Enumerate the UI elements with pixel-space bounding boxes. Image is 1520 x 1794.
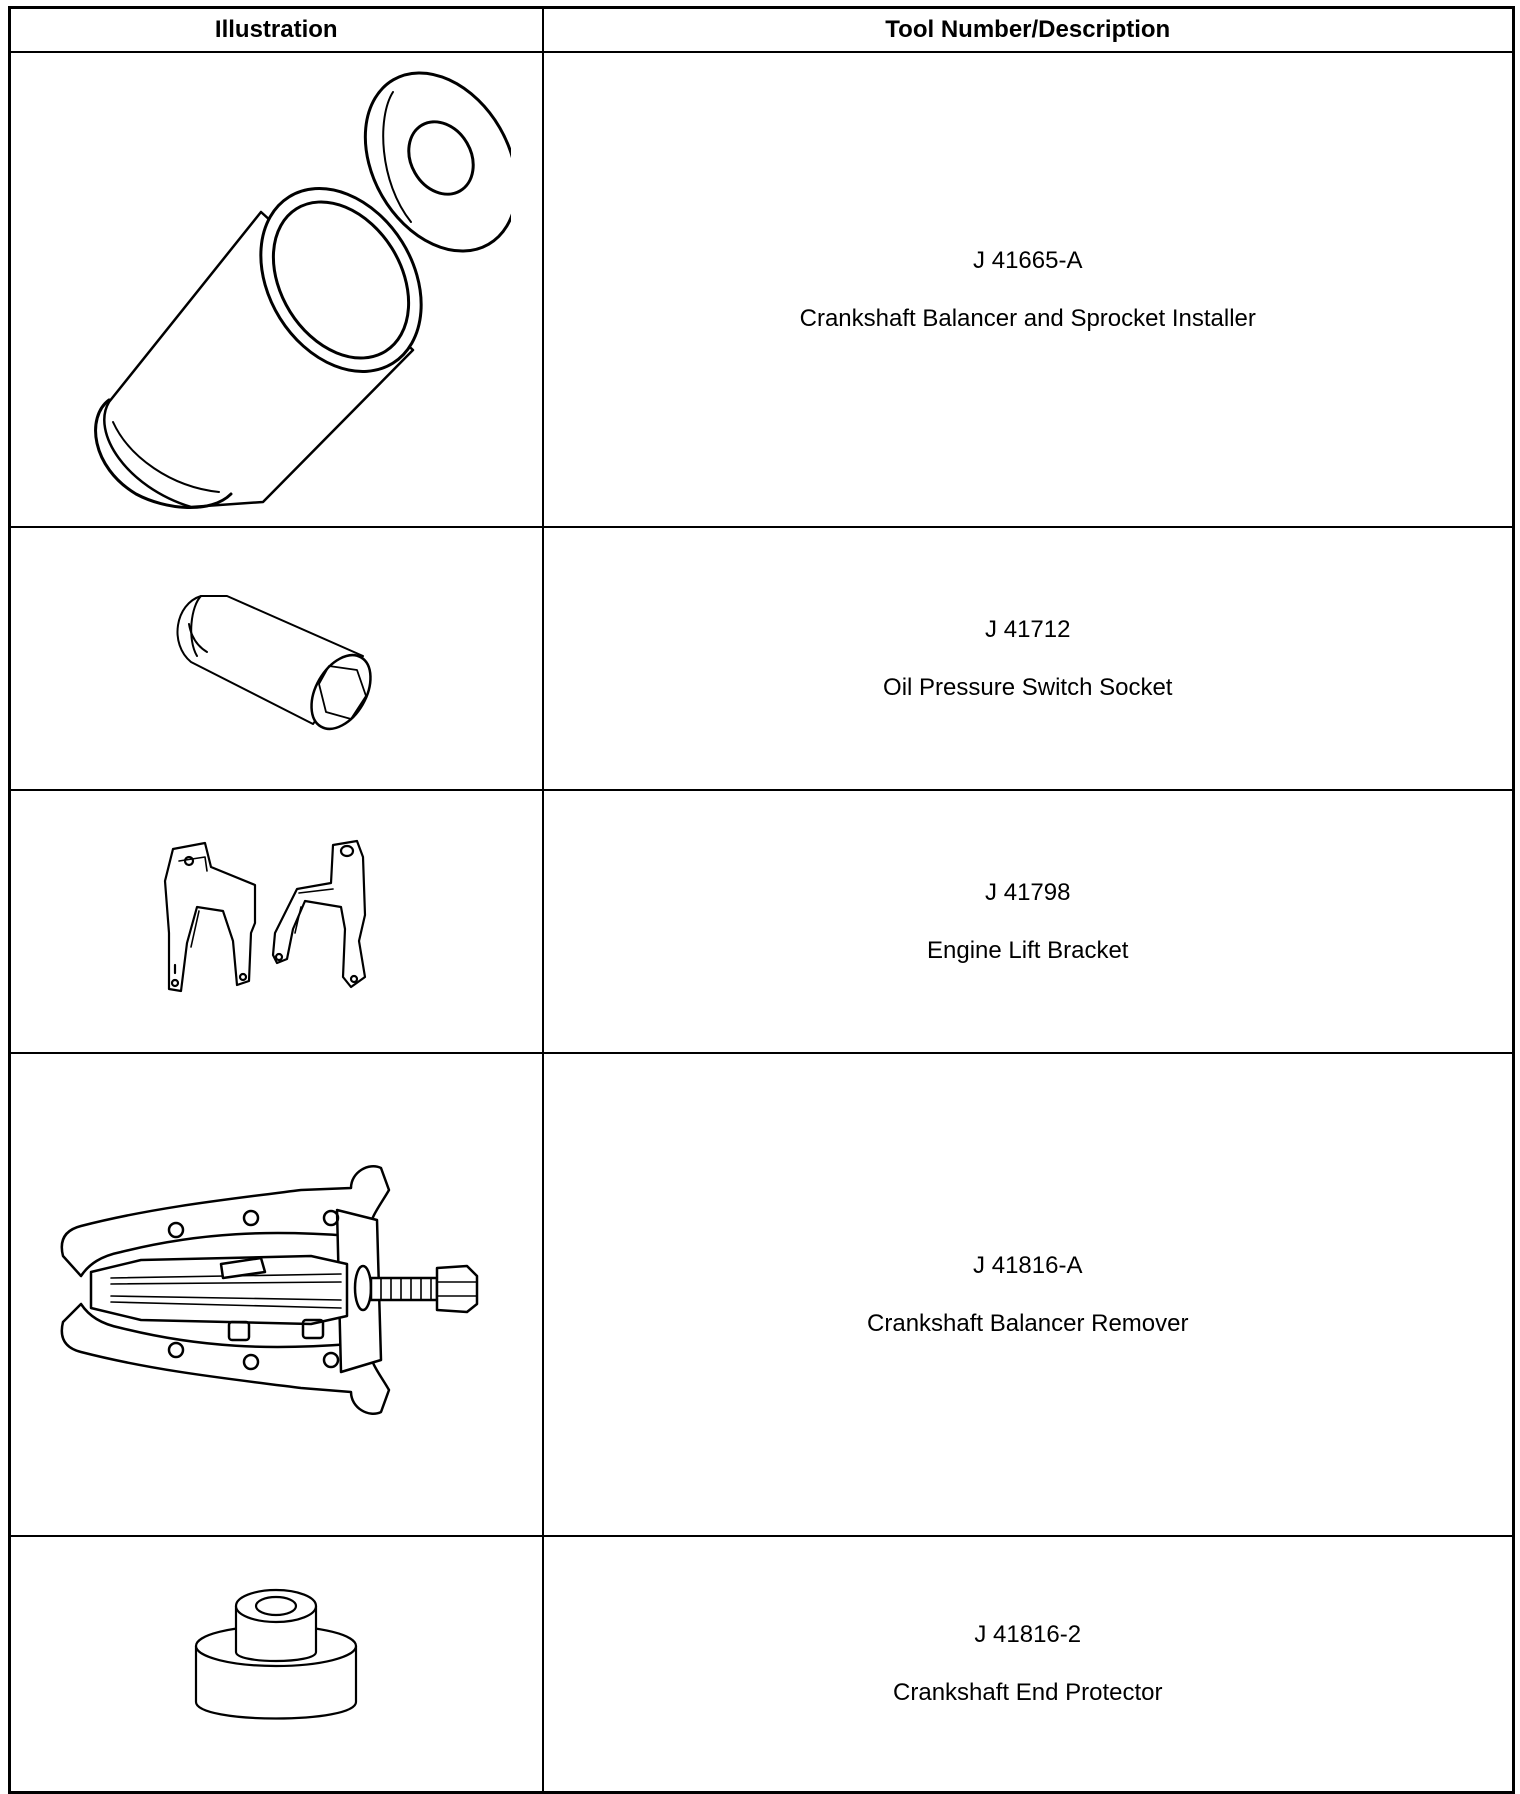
- tool-description: Crankshaft End Protector: [893, 1678, 1163, 1706]
- tool-number: J 41798: [985, 878, 1071, 906]
- illustration-cell: [10, 790, 543, 1053]
- table-row: [10, 1053, 1514, 1536]
- table-row: [10, 1536, 1514, 1792]
- description-cell: [543, 790, 1514, 1053]
- special-tools-table: [8, 6, 1515, 1794]
- lift-bracket-icon: [151, 837, 401, 1007]
- tool-description: Crankshaft Balancer and Sprocket Installer: [799, 304, 1256, 332]
- tool-number: J 41665-A: [973, 246, 1083, 274]
- table-row: [10, 52, 1514, 527]
- description-cell: [543, 1536, 1514, 1792]
- illustration-cell: [10, 1536, 543, 1792]
- tool-description: Engine Lift Bracket: [927, 936, 1129, 964]
- tool-description: Crankshaft Balancer Remover: [867, 1309, 1189, 1337]
- illustration-cell: [10, 527, 543, 790]
- illustration-column-header: Illustration: [10, 8, 543, 53]
- tool-number: J 41816-A: [973, 1251, 1083, 1279]
- puller-icon: [51, 1160, 501, 1430]
- table-row: [10, 790, 1514, 1053]
- illustration-cell: [10, 52, 543, 527]
- description-cell: [543, 1053, 1514, 1536]
- tool-number: J 41816-2: [974, 1620, 1082, 1648]
- socket-icon: [161, 584, 391, 734]
- tool-description: Oil Pressure Switch Socket: [883, 673, 1173, 701]
- tool-column-header: Tool Number/Description: [543, 8, 1514, 53]
- end-protector-icon: [186, 1584, 366, 1744]
- balancer-installer-icon: [41, 62, 511, 517]
- illustration-cell: [10, 1053, 543, 1536]
- description-cell: [543, 527, 1514, 790]
- tool-number: J 41712: [985, 615, 1071, 643]
- table-header-row: [10, 8, 1514, 53]
- description-cell: [543, 52, 1514, 527]
- table-row: [10, 527, 1514, 790]
